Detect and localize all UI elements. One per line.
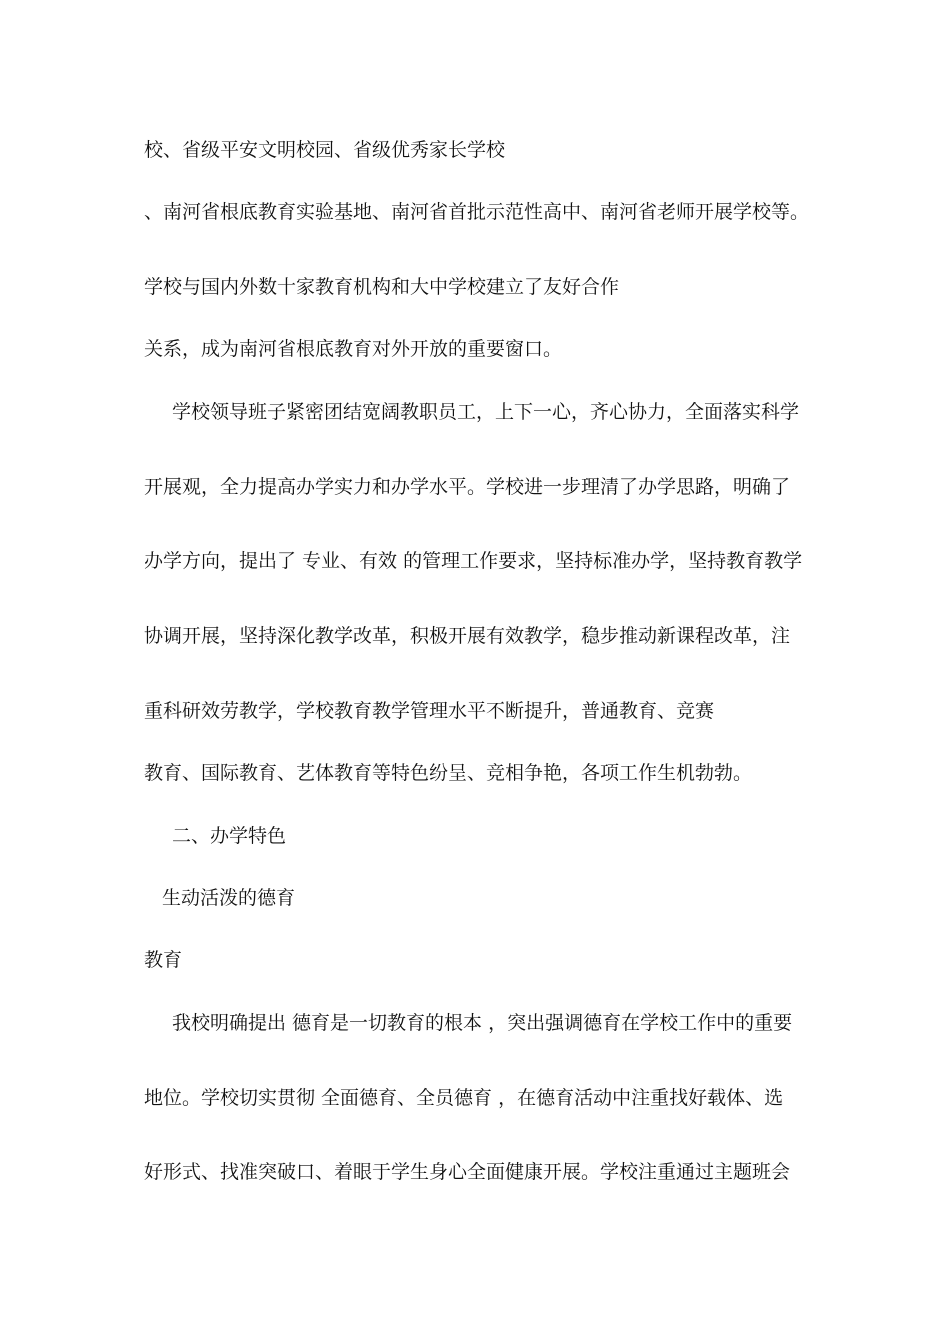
paragraph-leadership-line-6: 教育、国际教育、艺体教育等特色纷呈、竞相争艳，各项工作生机勃勃。 xyxy=(144,762,753,784)
text-line-3: 学校与国内外数十家教育机构和大中学校建立了友好合作 xyxy=(144,276,620,298)
section-heading: 二、办学特色 xyxy=(172,825,287,847)
text-line-4: 关系，成为南河省根底教育对外开放的重要窗口。 xyxy=(144,338,563,360)
paragraph-leadership-line-4: 协调开展，坚持深化教学改革，积极开展有效教学，稳步推动新课程改革，注 xyxy=(144,625,791,647)
paragraph-moral-line-3: 好形式、找准突破口、着眼于学生身心全面健康开展。学校注重通过主题班会 xyxy=(144,1161,791,1183)
subsection-heading-continued: 教育 xyxy=(144,949,183,971)
paragraph-leadership-line-2: 开展观，全力提高办学实力和办学水平。学校进一步理清了办学思路，明确了 xyxy=(144,476,791,498)
text-line-2: 、南河省根底教育实验基地、南河省首批示范性高中、南河省老师开展学校等。 xyxy=(144,201,810,223)
paragraph-moral-line-2: 地位。学校切实贯彻 全面德育、全员德育 ，在德育活动中注重找好载体、选 xyxy=(144,1087,784,1109)
text-line-1: 校、省级平安文明校园、省级优秀家长学校 xyxy=(144,139,506,161)
paragraph-leadership-line-3: 办学方向，提出了 专业、有效 的管理工作要求，坚持标准办学，坚持教育教学 xyxy=(144,550,803,572)
paragraph-moral-line-1: 我校明确提出 德育是一切教育的根本 ，突出强调德育在学校工作中的重要 xyxy=(172,1012,793,1034)
paragraph-leadership-line-5: 重科研效劳教学，学校教育教学管理水平不断提升，普通教育、竞赛 xyxy=(144,700,715,722)
subsection-heading: 生动活泼的德育 xyxy=(162,887,296,909)
paragraph-leadership-line-1: 学校领导班子紧密团结宽阔教职员工，上下一心，齐心协力，全面落实科学 xyxy=(172,401,800,423)
